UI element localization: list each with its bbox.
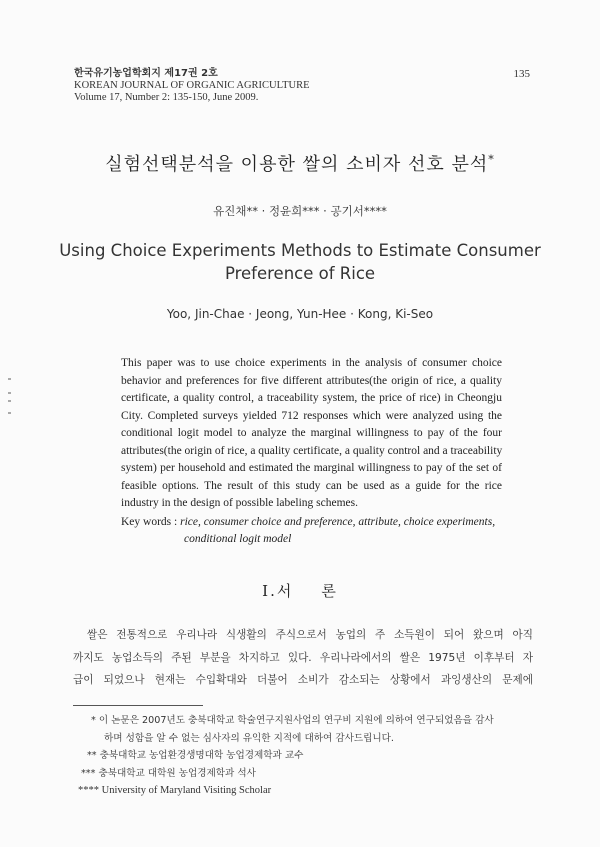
keywords-label: Key words :	[121, 516, 181, 528]
footnote-4: **** University of Maryland Visiting Scholar	[78, 785, 272, 796]
keywords-line-2: conditional logit model	[184, 533, 292, 545]
abstract-line: certificate, a quality control, a traceability system, the price of rice) in Cheongju	[121, 392, 502, 404]
abstract-line: City. Completed surveys yielded 712 responses which were analyzed using the	[121, 409, 502, 422]
abstract-line: This paper was to use choice experiments in the analysis of consumer choice	[121, 357, 502, 369]
abstract-line: conditional logit model to analyze the marginal willingness to pay of the four	[121, 427, 502, 439]
footnote-1-continued: 하며 성함을 알 수 없는 심사자의 유익한 지적에 대하여 감사드립니다.	[104, 732, 394, 744]
section-numeral: Ⅰ.	[262, 582, 277, 600]
body-line: 쌀은 전통적으로 우리나라 식생활의 주식으로서 농업의 주 소득원이 되어 왔으며 아직	[87, 629, 533, 641]
journal-name-en: KOREAN JOURNAL OF ORGANIC AGRICULTURE	[74, 80, 310, 91]
abstract-line: behavior and preferences for five different attributes(the origin of rice, a quality	[121, 374, 502, 387]
page-number: 135	[513, 68, 530, 80]
keywords	[121, 514, 521, 548]
footnote-2: ** 충북대학교 농업환경생명대학 농업경제학과 교수	[87, 750, 304, 761]
title-english	[0, 239, 600, 285]
abstract-line: industry in the design of possible labeling schemes.	[121, 497, 358, 509]
keywords-line-1: rice, consumer choice and preference, attribute, choice experiments,	[180, 516, 496, 528]
journal-header	[74, 68, 310, 104]
footnotes	[73, 712, 543, 800]
section-title-b: 론	[321, 582, 338, 600]
abstract-line: system) per household and estimated the marginal willingness to pay of the set of	[121, 462, 502, 474]
footnote-rule	[73, 705, 203, 706]
journal-name-kr: 한국유기농업학회지 제17권 2호	[74, 68, 218, 79]
body-text	[73, 624, 533, 692]
scan-margin-marks	[6, 370, 16, 430]
section-heading	[0, 580, 600, 601]
title-korean-text: 실험선택분석을 이용한 쌀의 소비자 선호 분석	[105, 154, 489, 175]
title-english-line-1: Using Choice Experiments Methods to Estimate Consumer	[59, 241, 541, 260]
body-line: 까지도 농업소득의 주된 부분을 차지하고 있다. 우리나라에서의 쌀은 1975년 이후부터 자	[73, 651, 533, 664]
footnote-1: * 이 논문은 2007년도 충북대학교 학술연구지원사업의 연구비 지원에 의하여 연구되었음을 감사	[91, 715, 494, 726]
section-title-a: 서	[276, 582, 294, 600]
abstract	[121, 355, 502, 513]
abstract-line: feasible options. The result of this study can be used as a guide for the rice	[121, 479, 502, 492]
title-korean	[0, 150, 600, 176]
journal-volume: Volume 17, Number 2: 135-150, June 2009.	[74, 92, 259, 103]
abstract-line: attributes(the origin of rice, a quality certificate, a quality control and a traceability	[121, 444, 503, 457]
footnote-3: *** 충북대학교 대학원 농업경제학과 석사	[81, 767, 256, 779]
title-english-line-2: Preference of Rice	[224, 264, 376, 283]
body-line: 급이 되었으나 현재는 수입확대와 더불어 소비가 감소되는 상황에서 과잉생산의 문제에	[73, 674, 533, 686]
title-footnote-mark: *	[488, 153, 495, 166]
authors-english: Yoo, Jin-Chae · Jeong, Yun-Hee · Kong, Ki-Seo	[166, 307, 434, 321]
authors-korean: 유진채** · 정윤희*** · 공기서****	[213, 204, 387, 218]
